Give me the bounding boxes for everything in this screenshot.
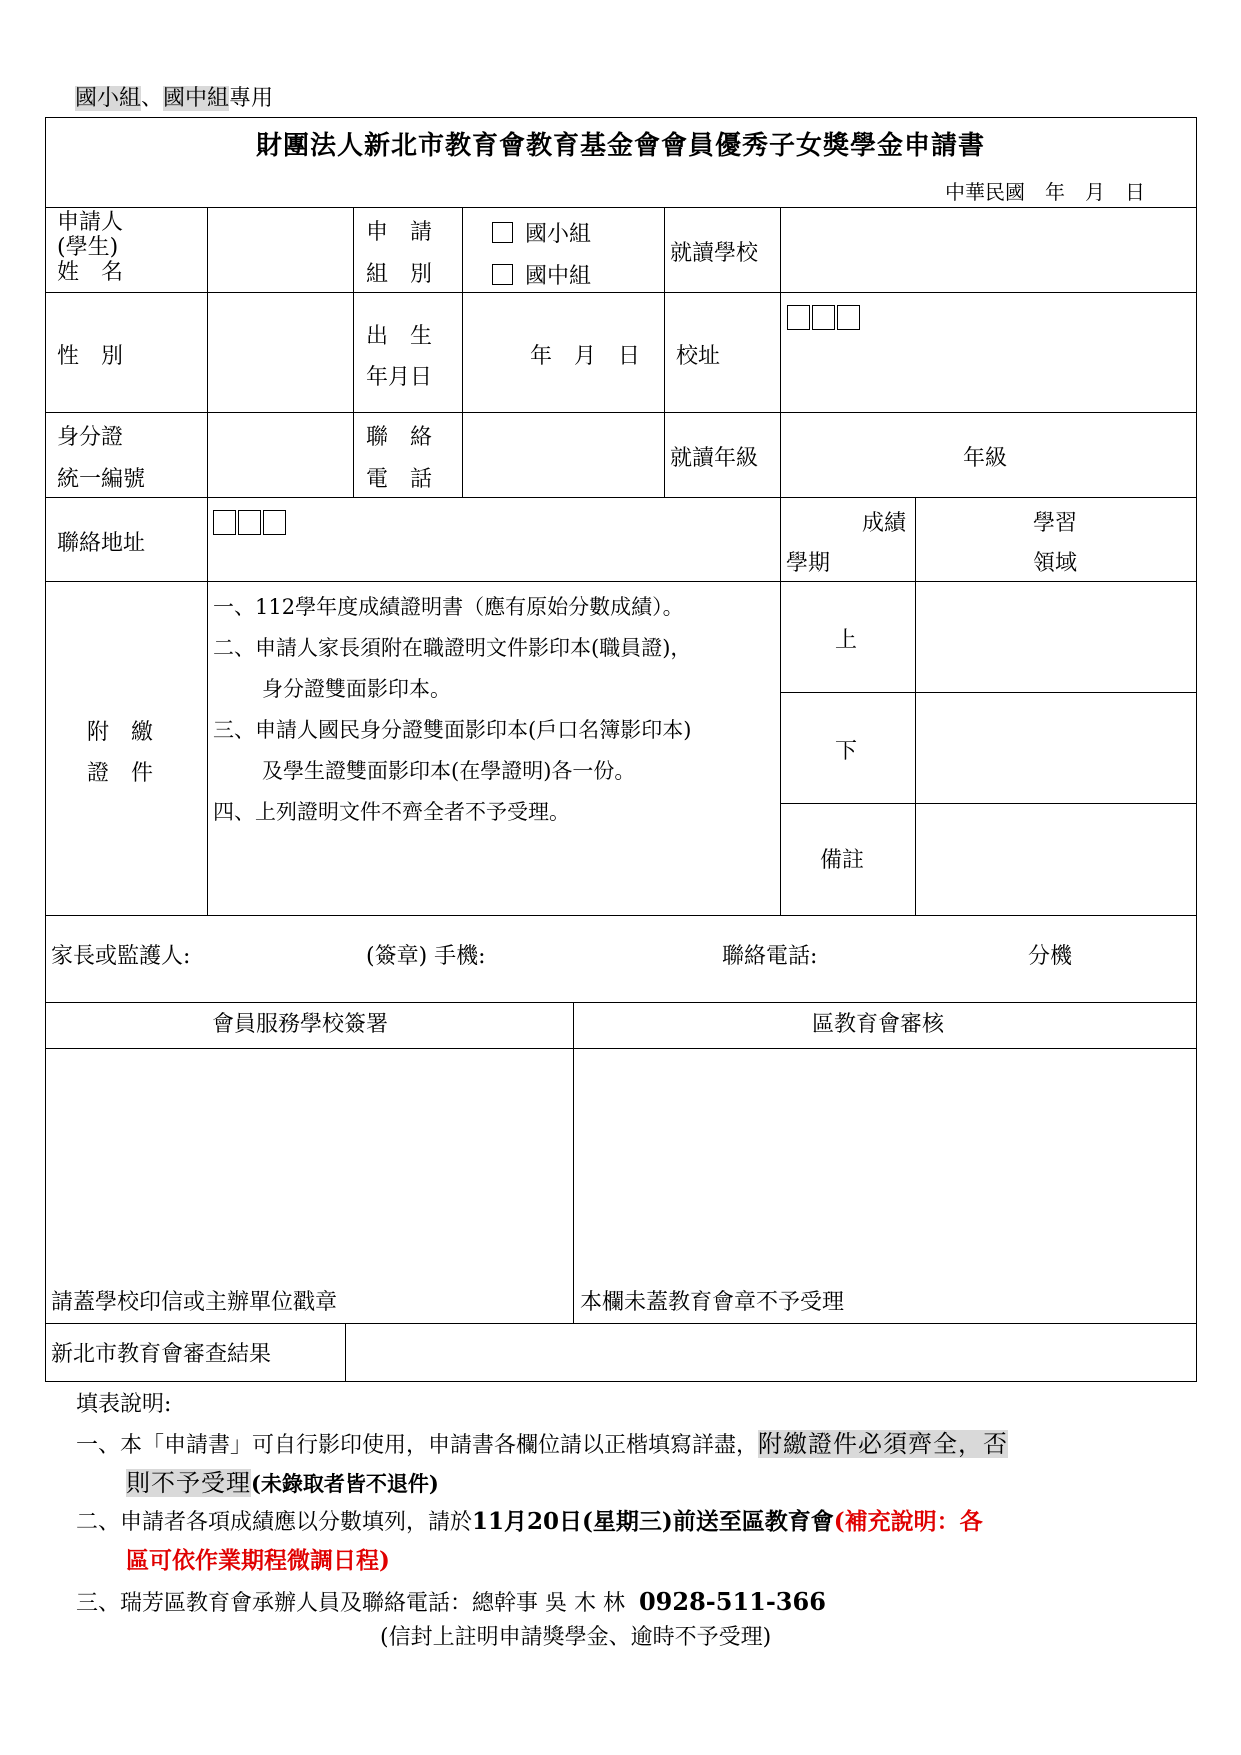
- tag-elementary: 國小組: [75, 86, 142, 111]
- semester-label: 學期: [786, 551, 831, 576]
- option-elementary[interactable]: 國小組: [492, 222, 591, 246]
- birth-label-1: 出 生: [366, 324, 433, 349]
- group-label-1: 申 請: [366, 220, 433, 245]
- birth-label-2: 年月日: [366, 365, 433, 390]
- phone-label-1: 聯 絡: [366, 425, 433, 450]
- phone-label-2: 電 話: [366, 467, 433, 492]
- grade-suffix: 年級: [963, 446, 1008, 471]
- note-3: 三、瑞芳區教育會承辦人員及聯絡電話：總幹事 吳 木 林 0928-511-366: [76, 1587, 826, 1616]
- district-seal-note: 本欄未蓋教育會章不予受理: [580, 1290, 845, 1315]
- remarks-label: 備註: [820, 848, 865, 873]
- address-zip-boxes[interactable]: [213, 510, 288, 541]
- school-address-label: 校址: [676, 344, 721, 369]
- group-label-2: 組 別: [366, 262, 433, 287]
- second-half-label: 下: [835, 739, 858, 764]
- subject-label-1: 學習: [1033, 511, 1078, 536]
- first-half-label: 上: [835, 628, 858, 653]
- junior-checkbox[interactable]: [492, 264, 513, 285]
- attachment-item-4: 四、上列證明文件不齊全者不予受理。: [213, 800, 570, 824]
- note-2-line-1: 二、申請者各項成績應以分數填列，請於11月20日(星期三)前送至區教育會(補充說明：各: [76, 1508, 983, 1535]
- applicant-label-3: 姓 名: [57, 260, 124, 285]
- attachment-item-2b: 身分證雙面影印本。: [262, 677, 451, 701]
- school-sign-header: 會員服務學校簽署: [212, 1012, 389, 1037]
- form-title: 財團法人新北市教育會教育基金會會員優秀子女獎學金申請書: [255, 131, 985, 161]
- elementary-checkbox[interactable]: [492, 222, 513, 243]
- attachment-item-1: 一、112學年度成績證明書（應有原始分數成績）。: [213, 595, 684, 619]
- group-tag-line: 國小組、國中組專用: [75, 86, 274, 111]
- birth-ymd: 年 月 日: [530, 344, 641, 369]
- id-label-2: 統一編號: [57, 467, 146, 492]
- school-label: 就讀學校: [670, 241, 759, 266]
- subject-label-2: 領域: [1033, 551, 1078, 576]
- gender-label: 性 別: [57, 344, 124, 369]
- address-label: 聯絡地址: [57, 531, 146, 556]
- note-1-line-1: 一、本「申請書」可自行影印使用，申請書各欄位請以正楷填寫詳盡，附繳證件必須齊全，否: [76, 1430, 1009, 1458]
- attach-label-1: 附 繳: [87, 720, 154, 745]
- guardian-ext: 分機: [1028, 944, 1073, 969]
- attachment-item-3b: 及學生證雙面影印本(在學證明)各一份。: [262, 759, 636, 783]
- school-seal-note: 請蓋學校印信或主辦單位戳章: [51, 1290, 338, 1315]
- guardian-phone: 聯絡電話:: [722, 944, 818, 969]
- option-junior[interactable]: 國中組: [492, 264, 591, 288]
- district-review-header: 區教育會審核: [812, 1012, 945, 1037]
- score-label: 成績: [862, 511, 907, 536]
- id-label-1: 身分證: [57, 425, 124, 450]
- notes-heading: 填表說明:: [76, 1392, 172, 1417]
- date-line: 中華民國 年 月 日: [945, 180, 1145, 204]
- attachment-item-3a: 三、申請人國民身分證雙面影印本(戶口名簿影印本): [213, 718, 692, 742]
- attach-label-2: 證 件: [87, 761, 154, 786]
- guardian-seal-mobile: (簽章) 手機:: [366, 944, 486, 969]
- guardian-label: 家長或監護人:: [51, 944, 191, 969]
- note-2-line-2: 區可依作業期程微調日程): [126, 1547, 390, 1574]
- note-envelope: (信封上註明申請獎學金、逾時不予受理): [380, 1625, 772, 1650]
- school-zip-boxes[interactable]: [787, 305, 862, 336]
- attachment-item-2a: 二、申請人家長須附在職證明文件影印本(職員證)，: [213, 636, 692, 660]
- grade-label: 就讀年級: [670, 446, 759, 471]
- applicant-label-1: 申請人: [57, 210, 124, 235]
- applicant-label-2: (學生): [57, 235, 119, 260]
- note-1-line-2: 則不予受理(未錄取者皆不退件): [126, 1469, 439, 1497]
- tag-junior: 國中組: [163, 86, 230, 111]
- review-result-label: 新北市教育會審查結果: [51, 1342, 272, 1367]
